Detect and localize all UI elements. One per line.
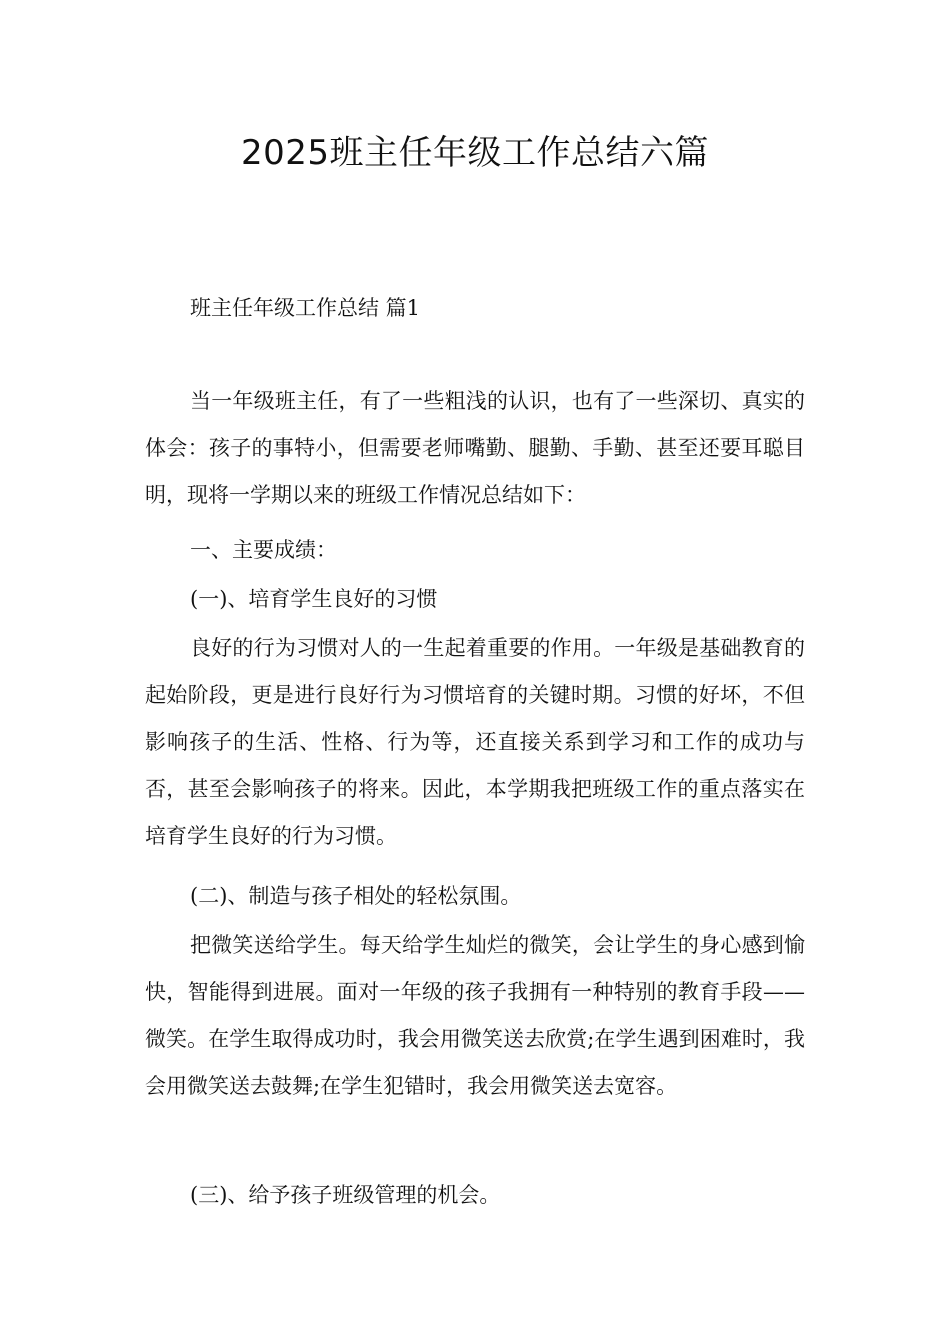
subsection-heading-1: (一)、培育学生良好的习惯 — [190, 587, 438, 611]
smile-paragraph: 把微笑送给学生。每天给学生灿烂的微笑，会让学生的身心感到愉快，智能得到进展。面对一年级的孩子我拥有一种特别的教育手段——微笑。在学生取得成功时，我会用微笑送去欣赏;在学生遇到困难时，我会用微笑送去鼓舞;在学生犯错时，我会用微笑送去宽容。 — [145, 933, 805, 1098]
main-achievements-heading: 一、主要成绩： — [190, 538, 337, 562]
part-heading: 班主任年级工作总结 篇1 — [190, 296, 421, 320]
subsection-heading-2: (二)、制造与孩子相处的轻松氛围。 — [190, 884, 522, 908]
subsection-heading-3: (三)、给予孩子班级管理的机会。 — [190, 1183, 501, 1207]
intro-paragraph: 当一年级班主任，有了一些粗浅的认识，也有了一些深切、真实的体会：孩子的事特小，但需要老师嘴勤、腿勤、手勤、甚至还要耳聪目明，现将一学期以来的班级工作情况总结如下： — [145, 389, 805, 507]
document-title: 2025班主任年级工作总结六篇 — [240, 133, 710, 173]
habits-paragraph: 良好的行为习惯对人的一生起着重要的作用。一年级是基础教育的起始阶段，更是进行良好行为习惯培育的关键时期。习惯的好坏，不但影响孩子的生活、性格、行为等，还直接关系到学习和工作的成功与否，甚至会影响孩子的将来。因此，本学期我把班级工作的重点落实在培育学生良好的行为习惯。 — [145, 636, 805, 848]
